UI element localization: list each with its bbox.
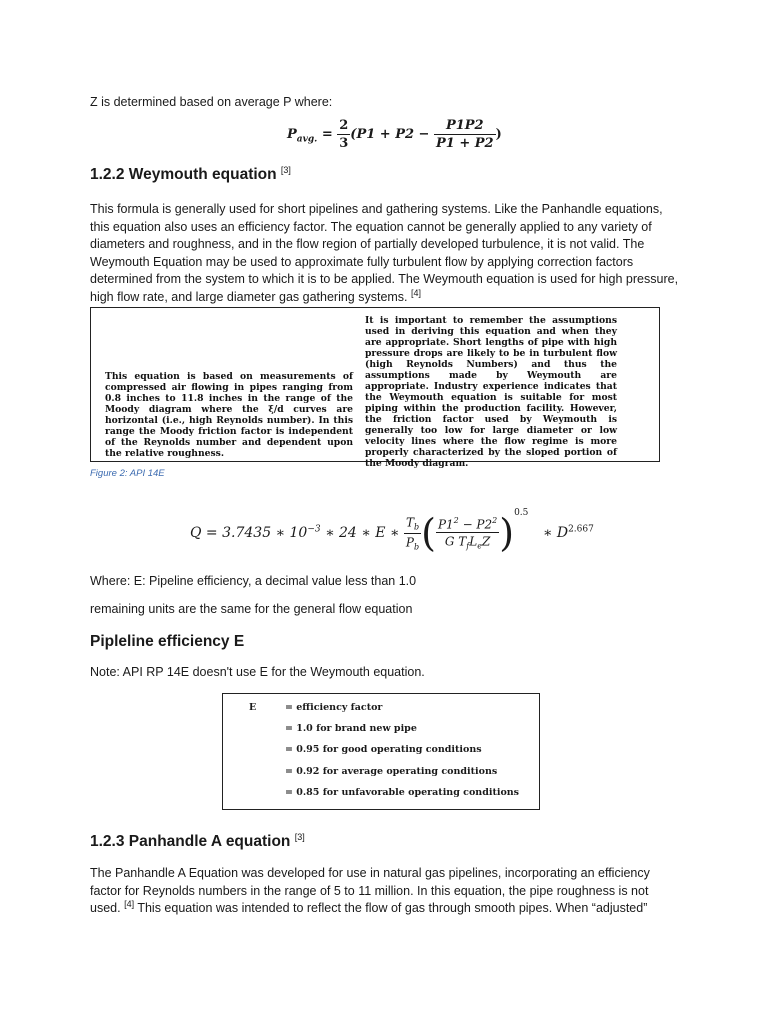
- figure-caption: Figure 2: API 14E: [90, 468, 165, 479]
- efficiency-heading: Pipleline efficiency E: [90, 633, 245, 650]
- panhandle-paragraph: The Panhandle A Equation was developed for use in natural gas pipelines, incorporating an efficiency factor for Reynolds numbers in the range of 5 to 11 million. In this equation, the pipe roughness is not used. [4] This equation was intended to reflect the flow of gas through smooth pipes. When “adjusted”: [90, 866, 650, 915]
- temperature-pressure-fraction: $\frac{T_b}{P_b}$: [405, 515, 420, 551]
- efficiency-symbol: E: [249, 702, 257, 713]
- weymouth-flow-equation: Q = 3.7435 ∗ $10^{-3}$ ∗ 24 ∗ E ∗ $\frac{T_b}{P_b}$ ( $\frac{P1^2 - P2^2}{G T_fL_eZ}$ )$^{0.5}$ ∗ $D^{2.667}$: [190, 508, 594, 555]
- efficiency-row: = 0.92 for average operating conditions: [285, 766, 498, 777]
- figure-right-text: It is important to remember the assumptions used in deriving this equation and when they are appropriate. Short lengths of pipe with high pressure drops are likely to be in turbulent flow (high Reynolds Numbers) and thus the assumptions made by Weymouth are appropriate. Industry experience indicates that the Weymouth equation is suitable for most piping within the production facility. However, the friction factor used by Weymouth is generally too low for large diameter or low velocity lines where the flow regime is more properly characterized by the sloped portion of the Moody diagram.: [365, 315, 617, 469]
- average-pressure-equation: $P_{avg.}$ = $\frac{2}{3}$ (P1 + P2 − $\frac{P1P2}{P1 + P2}$ ): [287, 118, 502, 151]
- weymouth-heading: 1.2.2 Weymouth equation [3]: [90, 164, 291, 183]
- panhandle-heading: 1.2.3 Panhandle A equation [3]: [90, 831, 305, 850]
- remaining-units-text: remaining units are the same for the general flow equation: [90, 602, 413, 616]
- weymouth-paragraph: This formula is generally used for short pipelines and gathering systems. Like the Panhandle equations, this equation also uses an efficiency factor. The equation cannot be generally applied to any variety of diameters and roughness, and in the flow region of partially developed turbulence, it is not valid. The Weymouth Equation may be used to approximate fully turbulent flow by applying correction factors determined from the system to which it is to be applied. The Weymouth equation is used for high pressure, high flow rate, and large diameter gas gathering systems. [4]: [90, 202, 679, 304]
- pressure-fraction: $\frac{P1P2}{P1 + P2}$: [435, 118, 494, 151]
- efficiency-row: = 0.85 for unfavorable operating conditions: [285, 787, 520, 798]
- pressure-drop-fraction: $\frac{P1^2 - P2^2}{G T_fL_eZ}$: [437, 515, 498, 551]
- figure-api-14e: [90, 307, 660, 469]
- where-text: Where: E: Pipeline efficiency, a decimal value less than 1.0: [90, 574, 417, 588]
- efficiency-row: = efficiency factor: [285, 702, 383, 713]
- figure-left-text: This equation is based on measurements of compressed air flowing in pipes ranging from 0.8 inches to 11.8 inches in the range of the Moody diagram where the ξ/d curves are horizontal (i.e., high Reynolds number). In this range the Moody friction factor is independent of the Reynolds number and dependent upon the relative roughness.: [105, 371, 353, 459]
- efficiency-note: Note: API RP 14E doesn't use E for the Weymouth equation.: [90, 665, 425, 679]
- efficiency-row: = 0.95 for good operating conditions: [285, 744, 482, 755]
- intro-text: Z is determined based on average P where:: [90, 95, 333, 109]
- efficiency-table: [222, 693, 540, 810]
- coefficient-fraction: $\frac{2}{3}$: [339, 118, 349, 151]
- efficiency-row: = 1.0 for brand new pipe: [285, 723, 417, 734]
